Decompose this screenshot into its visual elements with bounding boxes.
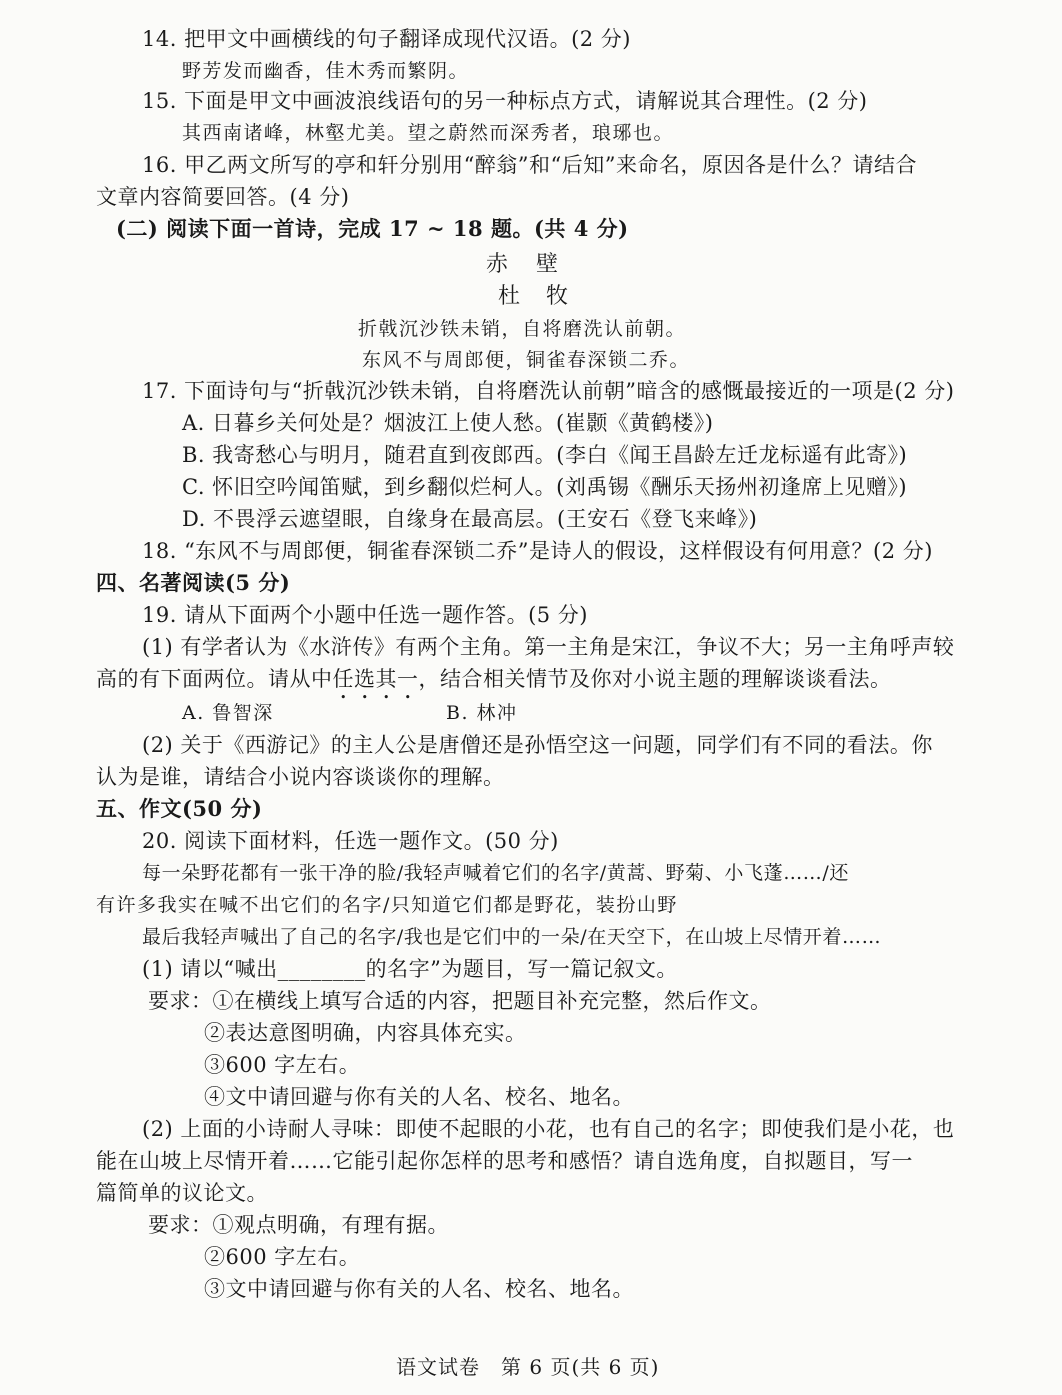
poem-line-1: 折戟沉沙铁未销，自将磨洗认前朝。 bbox=[358, 318, 687, 340]
prompt-1 bbox=[142, 954, 678, 984]
page-footer: 语文试卷 第 6 页(共 6 页) bbox=[396, 1355, 660, 1379]
question-14: 14. 把甲文中画横线的句子翻译成现代汉语。(2 分) bbox=[142, 27, 631, 51]
question-17-option-d: D. 不畏浮云遮望眼，自缘身在最高层。(王安石《登飞来峰》) bbox=[182, 507, 758, 531]
sub1-line2-emphasis: 任选其一 bbox=[332, 667, 419, 691]
poem-title: 赤壁 bbox=[486, 252, 587, 277]
question-15-quote: 其西南诸峰，林壑尤美。望之蔚然而深秀者，琅琊也。 bbox=[182, 122, 675, 144]
requirement-1-2: ②表达意图明确，内容具体充实。 bbox=[204, 1021, 527, 1045]
question-16-line1: 16. 甲乙两文所写的亭和轩分别用“醉翁”和“后知”来命名，原因各是什么？请结合 bbox=[142, 153, 918, 177]
requirement-2-3: ③文中请回避与你有关的人名、校名、地名。 bbox=[204, 1277, 634, 1301]
question-14-quote: 野芳发而幽香，佳木秀而繁阴。 bbox=[182, 60, 470, 82]
prompt-2-line2: 能在山坡上尽情开着……它能引起你怎样的思考和感悟？请自选角度，自拟题目，写一 bbox=[96, 1149, 913, 1173]
sub1-line2-pre: 高的有下面两位。请从中 bbox=[96, 667, 333, 691]
requirement-1-3: ③600 字左右。 bbox=[204, 1053, 361, 1077]
prompt-1-post: 的名字”为题目，写一篇记叙文。 bbox=[365, 957, 678, 981]
poem-author: 杜 牧 bbox=[498, 284, 571, 309]
prompt-1-pre: (1) 请以“喊出 bbox=[142, 957, 278, 981]
question-19: 19. 请从下面两个小题中任选一题作答。(5 分) bbox=[142, 603, 588, 627]
question-18: 18. “东风不与周郎便，铜雀春深锁二乔”是诗人的假设，这样假设有何用意？(2 分) bbox=[142, 539, 933, 563]
writing-section-header: 五、作文(50 分) bbox=[96, 796, 263, 821]
question-17-option-b: B. 我寄愁心与明月，随君直到夜郎西。(李白《闻王昌龄左迁龙标遥有此寄》) bbox=[182, 443, 908, 467]
material-line-1: 每一朵野花都有一张干净的脸/我轻声喊着它们的名字/黄蒿、野菊、小飞蓬……/还 bbox=[142, 862, 850, 884]
poem-line-2: 东风不与周郎便，铜雀春深锁二乔。 bbox=[362, 349, 691, 371]
question-16-line2: 文章内容简要回答。(4 分) bbox=[96, 185, 350, 209]
material-line-2: 有许多我实在喊不出它们的名字/只知道它们都是野花，装扮山野 bbox=[96, 894, 678, 916]
question-17-option-a: A. 日暮乡关何处是？烟波江上使人愁。(崔颢《黄鹤楼》) bbox=[182, 411, 714, 435]
question-17-option-c: C. 怀旧空吟闻笛赋，到乡翻似烂柯人。(刘禹锡《酬乐天扬州初逢席上见赠》) bbox=[182, 475, 908, 499]
sub1-line2-post: ，结合相关情节及你对小说主题的理解谈谈看法。 bbox=[418, 667, 892, 691]
classics-option-b: B. 林冲 bbox=[446, 702, 518, 724]
prompt-2-line1: (2) 上面的小诗耐人寻味：即使不起眼的小花，也有自己的名字；即使我们是小花，也 bbox=[142, 1117, 955, 1141]
requirement-1-1: 要求：①在横线上填写合适的内容，把题目补充完整，然后作文。 bbox=[148, 989, 772, 1013]
requirement-2-2: ②600 字左右。 bbox=[204, 1245, 361, 1269]
question-19-sub2-line1: (2) 关于《西游记》的主人公是唐僧还是孙悟空这一问题，同学们有不同的看法。你 bbox=[142, 733, 933, 757]
poem-section-header: (二) 阅读下面一首诗，完成 17 ~ 18 题。(共 4 分) bbox=[116, 216, 629, 241]
material-line-3: 最后我轻声喊出了自己的名字/我也是它们中的一朵/在天空下，在山坡上尽情开着…… bbox=[142, 926, 882, 948]
prompt-1-blank: ________ bbox=[277, 957, 366, 981]
classics-option-a: A. 鲁智深 bbox=[182, 702, 274, 724]
requirement-1-4: ④文中请回避与你有关的人名、校名、地名。 bbox=[204, 1085, 634, 1109]
question-19-sub2-line2: 认为是谁，请结合小说内容谈谈你的理解。 bbox=[96, 765, 505, 789]
question-17: 17. 下面诗句与“折戟沉沙铁未销，自将磨洗认前朝”暗含的感慨最接近的一项是(2 分) bbox=[142, 379, 955, 403]
question-15: 15. 下面是甲文中画波浪线语句的另一种标点方式，请解说其合理性。(2 分) bbox=[142, 89, 868, 113]
requirement-2-1: 要求：①观点明确，有理有据。 bbox=[148, 1213, 449, 1237]
prompt-2-line3: 篇简单的议论文。 bbox=[96, 1181, 268, 1205]
question-19-sub1-line1: (1) 有学者认为《水浒传》有两个主角。第一主角是宋江，争议不大；另一主角呼声较 bbox=[142, 635, 955, 659]
classics-section-header: 四、名著阅读(5 分) bbox=[96, 570, 291, 595]
question-20: 20. 阅读下面材料，任选一题作文。(50 分) bbox=[142, 829, 559, 853]
